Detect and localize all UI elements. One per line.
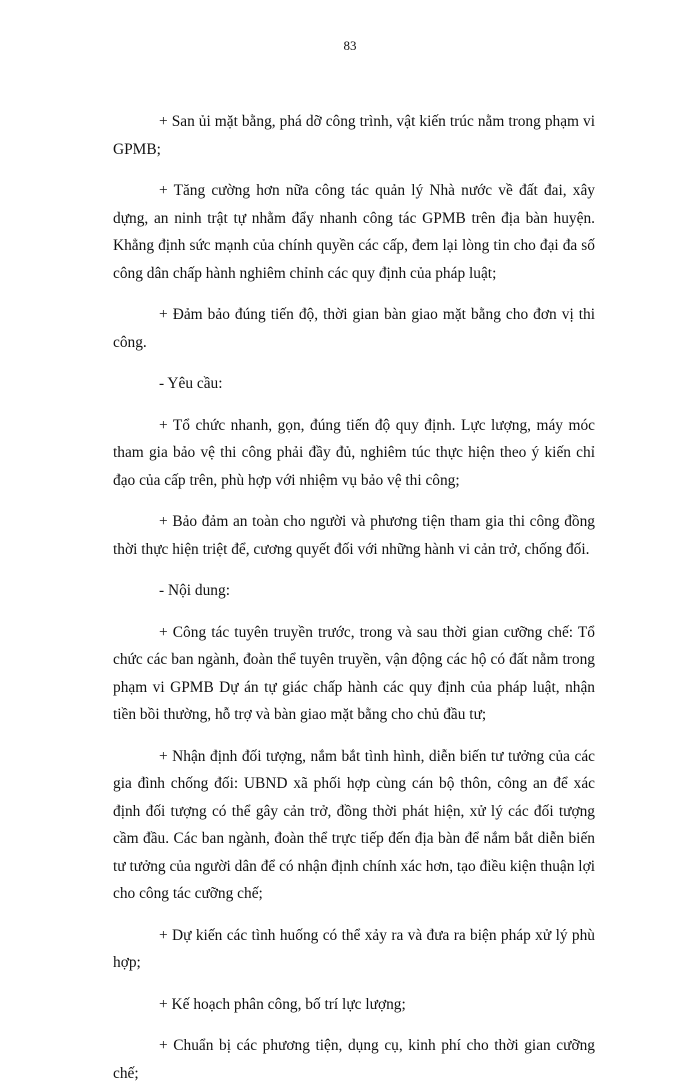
page-number: 83 bbox=[343, 38, 357, 53]
document-body bbox=[113, 108, 595, 1087]
paragraph: + Tăng cường hơn nữa công tác quản lý Nhà nước về đất đai, xây dựng, an ninh trật tự nhằm đẩy nhanh công tác GPMB trên địa bàn huyện. Khẳng định sức mạnh của chính quyền các cấp, đem lại lòng tin cho đại đa số công dân chấp hành nghiêm chỉnh các quy định của pháp luật; bbox=[113, 182, 595, 282]
paragraph: + San ủi mặt bằng, phá dỡ công trình, vật kiến trúc nằm trong phạm vi GPMB; bbox=[113, 113, 595, 158]
paragraph: + Chuẩn bị các phương tiện, dụng cụ, kinh phí cho thời gian cưỡng chế; bbox=[113, 1037, 595, 1082]
paragraph: + Nhận định đối tượng, nắm bắt tình hình, diễn biến tư tưởng của các gia đình chống đối: UBND xã phối hợp cùng cán bộ thôn, công an để xác định đối tượng có thể gây cản trở, đồng thời phát hiện, xử lý các đối tượng cầm đầu. Các ban ngành, đoàn thể trực tiếp đến địa bàn để nắm bắt diễn biến tư tưởng của người dân để có nhận định chính xác hơn, tạo điều kiện thuận lợi cho công tác cưỡng chế; bbox=[113, 747, 595, 902]
paragraph: + Bảo đảm an toàn cho người và phương tiện tham gia thi công đồng thời thực hiện triệt để, cương quyết đối với những hành vi cản trở, chống đối. bbox=[113, 513, 595, 558]
paragraph: + Đảm bảo đúng tiến độ, thời gian bàn giao mặt bằng cho đơn vị thi công. bbox=[113, 306, 595, 351]
paragraph: + Kế hoạch phân công, bố trí lực lượng; bbox=[159, 995, 406, 1013]
paragraph: + Tổ chức nhanh, gọn, đúng tiến độ quy định. Lực lượng, máy móc tham gia bảo vệ thi công phải đầy đủ, nghiêm túc thực hiện theo ý kiến chỉ đạo của cấp trên, phù hợp với nhiệm vụ bảo vệ thi công; bbox=[113, 416, 595, 489]
paragraph: - Nội dung: bbox=[159, 582, 230, 599]
paragraph: + Dự kiến các tình huống có thể xảy ra và đưa ra biện pháp xử lý phù hợp; bbox=[113, 926, 595, 971]
paragraph: + Công tác tuyên truyền trước, trong và sau thời gian cưỡng chế: Tổ chức các ban ngành, đoàn thể tuyên truyền, vận động các hộ có đất nằm trong phạm vi GPMB Dự án tự giác chấp hành các quy định của pháp luật, nhận tiền bồi thường, hỗ trợ và bàn giao mặt bằng cho chủ đầu tư; bbox=[113, 623, 595, 723]
paragraph: - Yêu cầu: bbox=[159, 375, 223, 392]
